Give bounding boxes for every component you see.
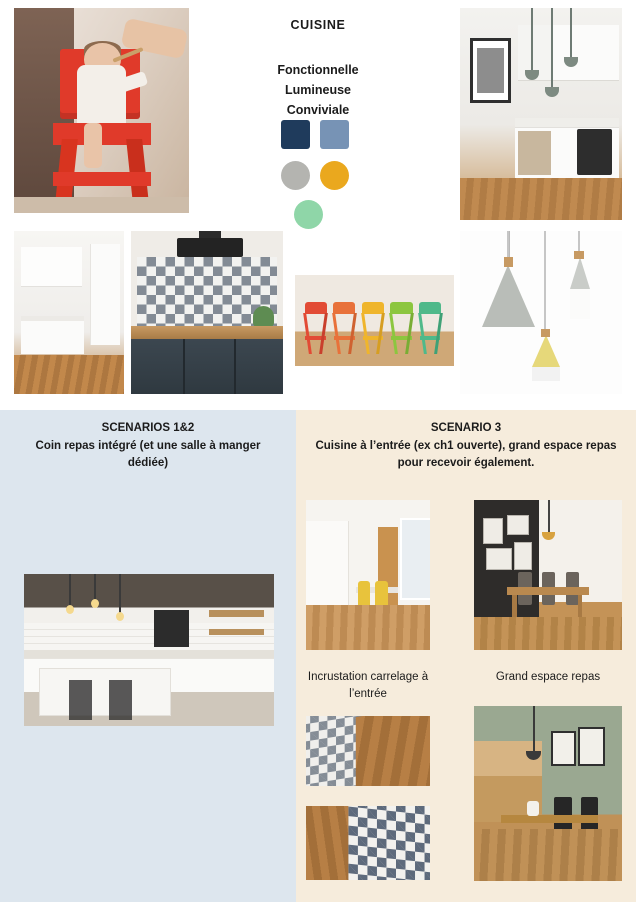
colored-stools-photo xyxy=(295,275,454,366)
scenario-right-title: SCENARIO 3 xyxy=(430,422,502,434)
scenario-right-subtitle: Cuisine à l’entrée (ex ch1 ouverte), grand espace repas pour recevoir également. xyxy=(315,440,617,469)
scenario-left-title: SCENARIOS 1&2 xyxy=(101,422,195,434)
green-wall-dining-photo xyxy=(474,706,622,881)
lamp-shapes-icon xyxy=(460,231,622,394)
swatch-mint-green xyxy=(294,200,323,229)
tile-wood-transition-photo-1 xyxy=(306,716,430,786)
page-title: CUISINE xyxy=(290,18,346,32)
keyword-fonctionnelle: Fonctionnelle xyxy=(277,63,359,77)
scenario3-dark-dining-photo xyxy=(474,500,622,650)
caption-incrustation-carrelage: Incrustation carrelage à l’entrée xyxy=(307,671,429,700)
keyword-conviviale: Conviviale xyxy=(286,103,350,117)
swatch-mustard-yellow xyxy=(320,161,349,190)
pendant-lamps-photo xyxy=(460,231,622,394)
caption-grand-espace-repas: Grand espace repas xyxy=(495,671,601,683)
scenario-left-kitchen-photo xyxy=(24,574,274,726)
keyword-lumineuse: Lumineuse xyxy=(285,83,351,97)
patterned-splashback-kitchen-photo xyxy=(131,231,283,394)
baby-high-chair-photo xyxy=(14,8,189,213)
swatch-steel-blue xyxy=(320,120,349,149)
tile-wood-transition-photo-2 xyxy=(306,806,430,880)
white-kitchen-photo xyxy=(460,8,622,220)
scenario3-corridor-kitchen-photo xyxy=(306,500,430,650)
narrow-white-kitchen-photo xyxy=(14,231,124,394)
swatch-navy-blue xyxy=(281,120,310,149)
swatch-warm-grey xyxy=(281,161,310,190)
scenario-left-subtitle: Coin repas intégré (et une salle à manger dédiée) xyxy=(35,440,261,469)
